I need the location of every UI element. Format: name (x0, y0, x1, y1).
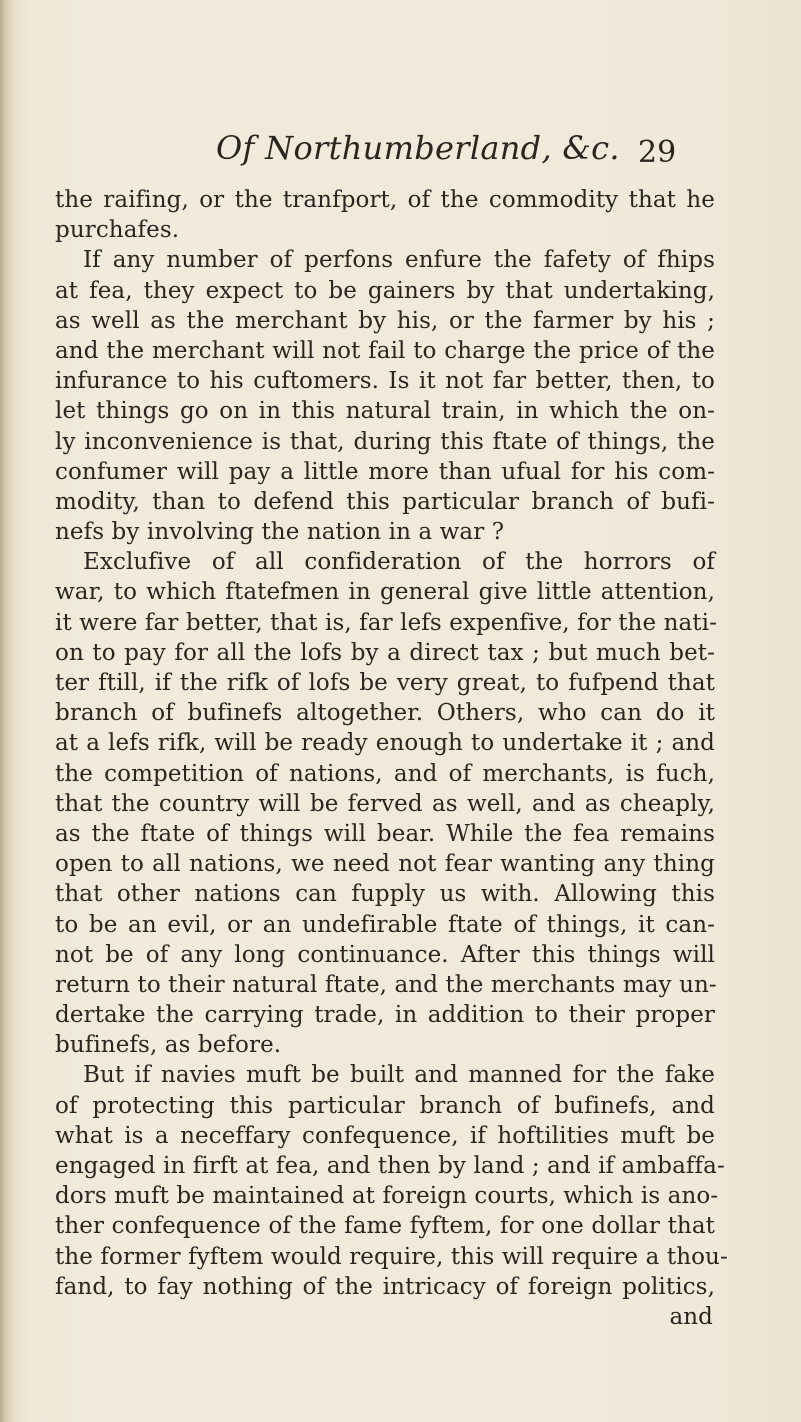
text-line: as well as the merchant by his, or the farmer by his ; (55, 307, 715, 334)
text-line: at fea, they expect to be gainers by that undertaking, (55, 277, 715, 304)
text-line: let things go on in this natural train, in which the on- (55, 398, 715, 425)
running-head: Of Northumberland, &c. (216, 129, 620, 167)
text-line: dertake the carrying trade, in addition to their proper (55, 1002, 715, 1029)
body-text (55, 185, 728, 1332)
text-line: the competition of nations, and of merchants, is fuch, (55, 760, 715, 787)
text-line: open to all nations, we need not fear wanting any thing (55, 851, 715, 878)
text-line: Exclufive of all confideration of the horrors of (83, 549, 715, 576)
text-line: If any number of perfons enfure the fafety of fhips (83, 247, 715, 274)
text-line: ly inconvenience is that, during this ftate of things, the (55, 428, 715, 455)
catchword: and (669, 1303, 713, 1330)
text-line: at a lefs rifk, will be ready enough to undertake it ; and (55, 730, 715, 757)
text-line: But if navies muft be built and manned for the fake (83, 1062, 715, 1089)
page-gutter-edge (0, 0, 14, 1422)
text-line: that the country will be ferved as well, and as cheaply, (55, 790, 715, 817)
page-header (60, 129, 740, 179)
text-line: modity, than to defend this particular branch of bufi- (55, 488, 715, 515)
text-line: ter ftill, if the rifk of lofs be very great, to fufpend that (55, 670, 715, 696)
text-line: infurance to his cuftomers. Is it not far better, then, to (55, 368, 715, 395)
text-line: it were far better, that is, far lefs expenfive, for the nati- (55, 609, 717, 636)
text-line: war, to which ftatefmen in general give little attention, (55, 579, 715, 606)
text-line: engaged in firft at fea, and then by land ; and if ambaffa- (55, 1153, 725, 1179)
text-line: what is a neceffary confequence, if hoftilities muft be (55, 1122, 715, 1149)
text-line: nefs by involving the nation in a war ? (55, 519, 505, 546)
text-line: purchafes. (55, 217, 180, 244)
text-line: not be of any long continuance. After this things will (55, 941, 715, 968)
text-line: the raifing, or the tranfport, of the commodity that he (55, 187, 715, 213)
text-line: that other nations can fupply us with. Allowing this (55, 881, 715, 908)
text-line: return to their natural ftate, and the merchants may un- (55, 971, 717, 998)
page-number: 29 (638, 135, 677, 170)
text-line: of protecting this particular branch of bufinefs, and (55, 1092, 715, 1119)
text-line: and the merchant will not fail to charge the price of the (55, 337, 715, 364)
text-line: the former fyftem would require, this will require a thou- (55, 1243, 728, 1270)
text-line: dors muft be maintained at foreign courts, which is ano- (55, 1183, 719, 1210)
text-line: fand, to fay nothing of the intricacy of foreign politics, (55, 1273, 715, 1300)
text-line: as the ftate of things will bear. While the fea remains (55, 820, 715, 847)
text-line: branch of bufinefs altogether. Others, who can do it (55, 700, 715, 727)
text-line: ther confequence of the fame fyftem, for one dollar that (55, 1213, 715, 1240)
text-line: to be an evil, or an undefirable ftate of things, it can- (55, 911, 715, 938)
text-line: on to pay for all the lofs by a direct tax ; but much bet- (55, 639, 715, 666)
text-line: confumer will pay a little more than ufual for his com- (55, 458, 715, 485)
text-line: bufinefs, as before. (55, 1032, 282, 1059)
